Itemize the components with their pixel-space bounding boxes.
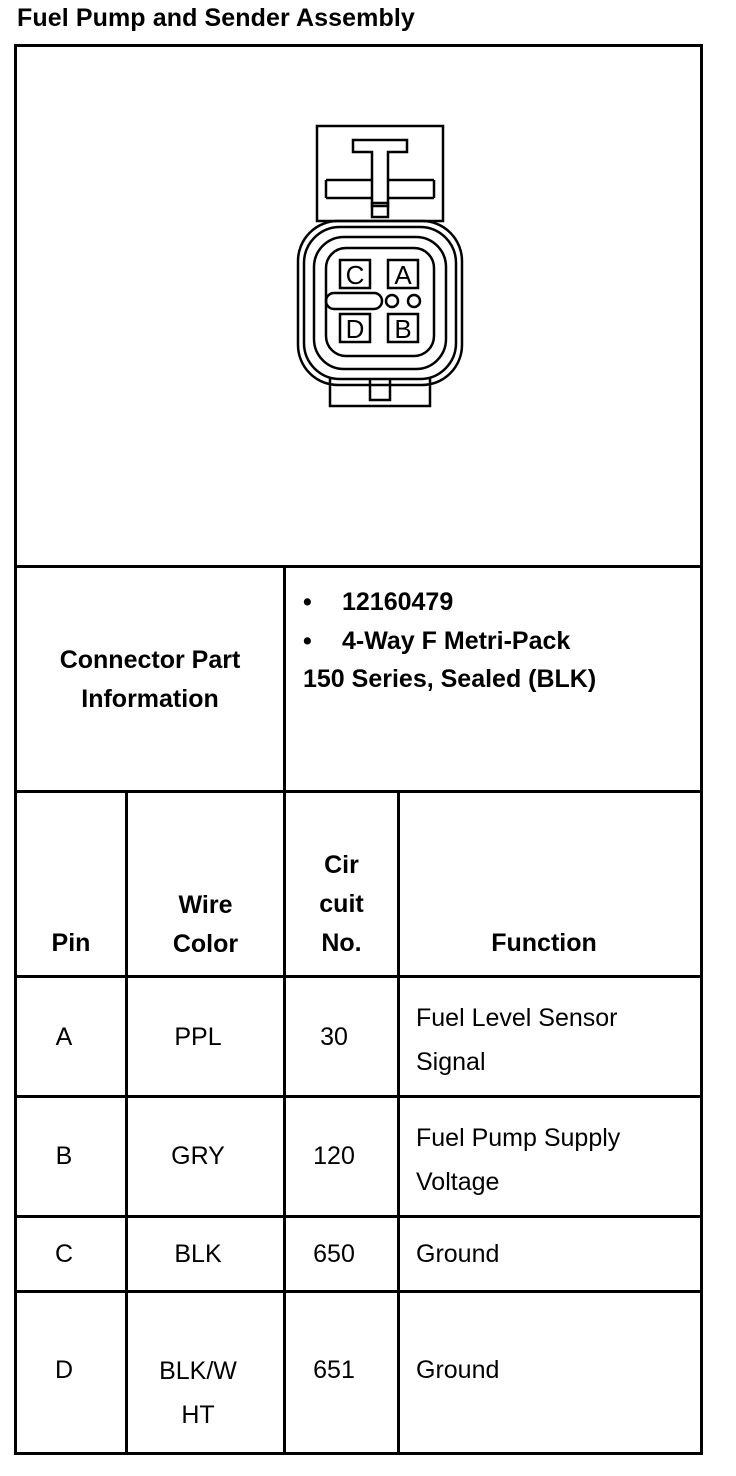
function-cell: Ground: [416, 1356, 500, 1384]
part-description-continued: 150 Series, Sealed (BLK): [303, 665, 597, 693]
divider: [14, 565, 703, 568]
part-description: 4-Way F Metri-Pack: [342, 627, 571, 655]
header-pin: Pin: [51, 929, 91, 957]
circuit-cell: 120: [313, 1142, 355, 1170]
part-number: 12160479: [342, 588, 454, 616]
divider: [14, 975, 703, 978]
pin-cell: D: [54, 1356, 74, 1384]
pin-cell: C: [54, 1240, 74, 1268]
connector-face-diagram: [290, 118, 470, 418]
divider: [397, 790, 400, 1455]
cavity-label-b: B: [394, 314, 412, 344]
divider: [14, 1290, 703, 1293]
header-circuit-no: Cir cuit No.: [319, 851, 364, 957]
header-wire-color: Wire Color: [172, 891, 239, 958]
circuit-cell: 30: [320, 1023, 348, 1051]
divider: [283, 565, 286, 1455]
wire-color-cell: PPL: [174, 1023, 222, 1051]
bullet: •: [303, 588, 312, 616]
cavity-label-c: C: [345, 260, 365, 290]
cavity-label-d: D: [345, 314, 365, 344]
function-cell: Ground: [416, 1240, 500, 1268]
divider: [14, 1095, 703, 1098]
bullet: •: [303, 627, 312, 655]
divider: [14, 1215, 703, 1218]
function-cell: Fuel Pump Supply Voltage: [416, 1124, 621, 1196]
page-title: Fuel Pump and Sender Assembly: [17, 4, 415, 32]
header-function: Function: [491, 929, 597, 957]
pin-cell: B: [55, 1142, 73, 1170]
circuit-cell: 650: [313, 1240, 355, 1268]
wire-color-cell: GRY: [171, 1142, 225, 1170]
wire-color-cell: BLK: [174, 1240, 222, 1268]
divider: [14, 790, 703, 793]
circuit-cell: 651: [313, 1356, 355, 1384]
wire-color-cell: BLK/W HT: [159, 1357, 237, 1429]
cavity-label-a: A: [394, 260, 412, 290]
part-info-label: Connector Part Information: [59, 646, 241, 713]
pin-cell: A: [55, 1023, 73, 1051]
function-cell: Fuel Level Sensor Signal: [416, 1004, 618, 1076]
